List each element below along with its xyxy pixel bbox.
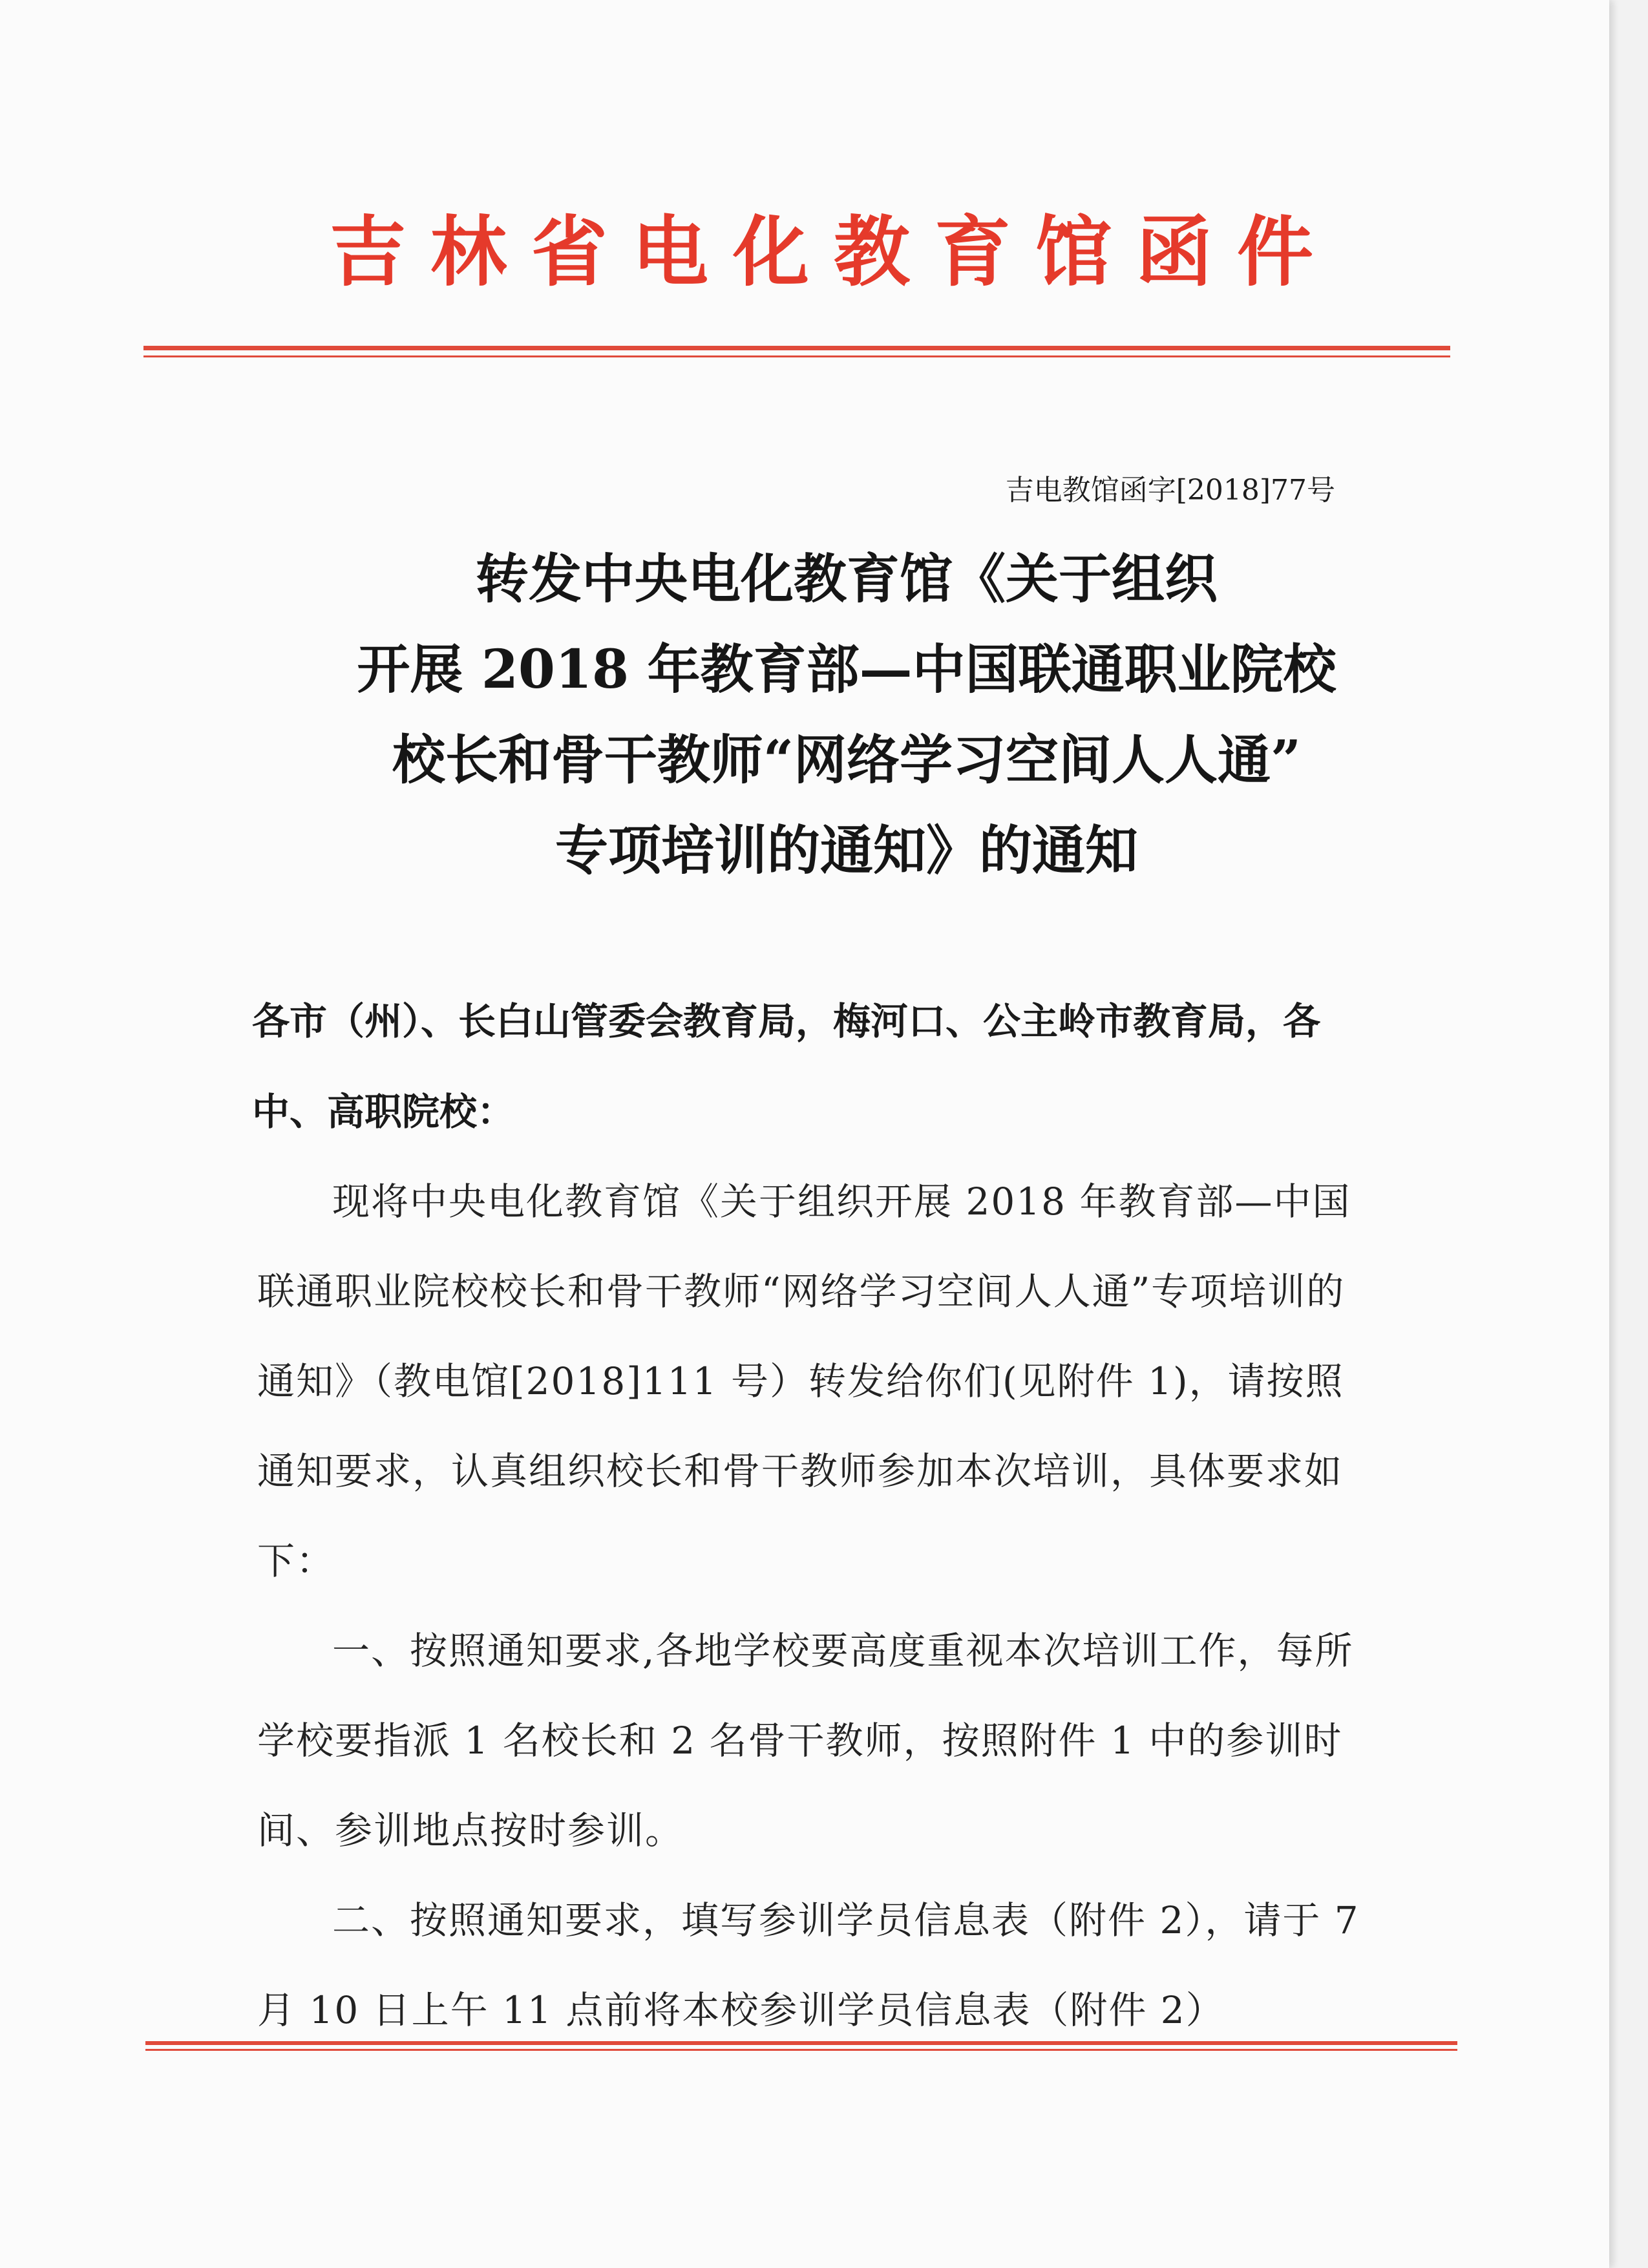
masthead-rule-thin	[143, 355, 1450, 357]
document-body	[257, 1157, 1382, 2055]
body-paragraph-1: 现将中央电化教育馆《关于组织开展 2018 年教育部—中国联通职业院校校长和骨干教师“网络学习空间人人通”专项培训的通知》（教电馆[2018]111 号）转发给你们(见附件 1)，请按照通知要求，认真组织校长和骨干教师参加本次培训，具体要求如下：	[257, 1180, 1351, 1583]
footer-rule-thick	[145, 2041, 1457, 2045]
masthead-rule-thick	[143, 346, 1450, 350]
title-line-1: 转发中央电化教育馆《关于组织	[475, 548, 1218, 610]
title-line-3: 校长和骨干教师“网络学习空间人人通”	[392, 729, 1302, 791]
masthead-title: 吉林省电化教育馆函件	[329, 207, 1338, 297]
document-number: 吉电教馆函字[2018]77号	[1005, 474, 1335, 507]
body-paragraph-2: 一、按照通知要求,各地学校要高度重视本次培训工作，每所学校要指派 1 名校长和 2 名骨干教师，按照附件 1 中的参训时间、参训地点按时参训。	[257, 1629, 1354, 1852]
body-paragraph-3: 二、按照通知要求，填写参训学员信息表（附件 2），请于 7 月 10 日上午 11 点前将本校参训学员信息表（附件 2）	[257, 1898, 1360, 2032]
document-title	[246, 534, 1448, 896]
addressee: 各市（州）、长白山管委会教育局，梅河口、公主岭市教育局，各中、高职院校：	[252, 999, 1321, 1134]
footer-rule-thin	[145, 2049, 1457, 2051]
title-line-4: 专项培训的通知》的通知	[555, 820, 1138, 882]
title-line-2: 开展 2018 年教育部—中国联通职业院校	[357, 639, 1336, 701]
